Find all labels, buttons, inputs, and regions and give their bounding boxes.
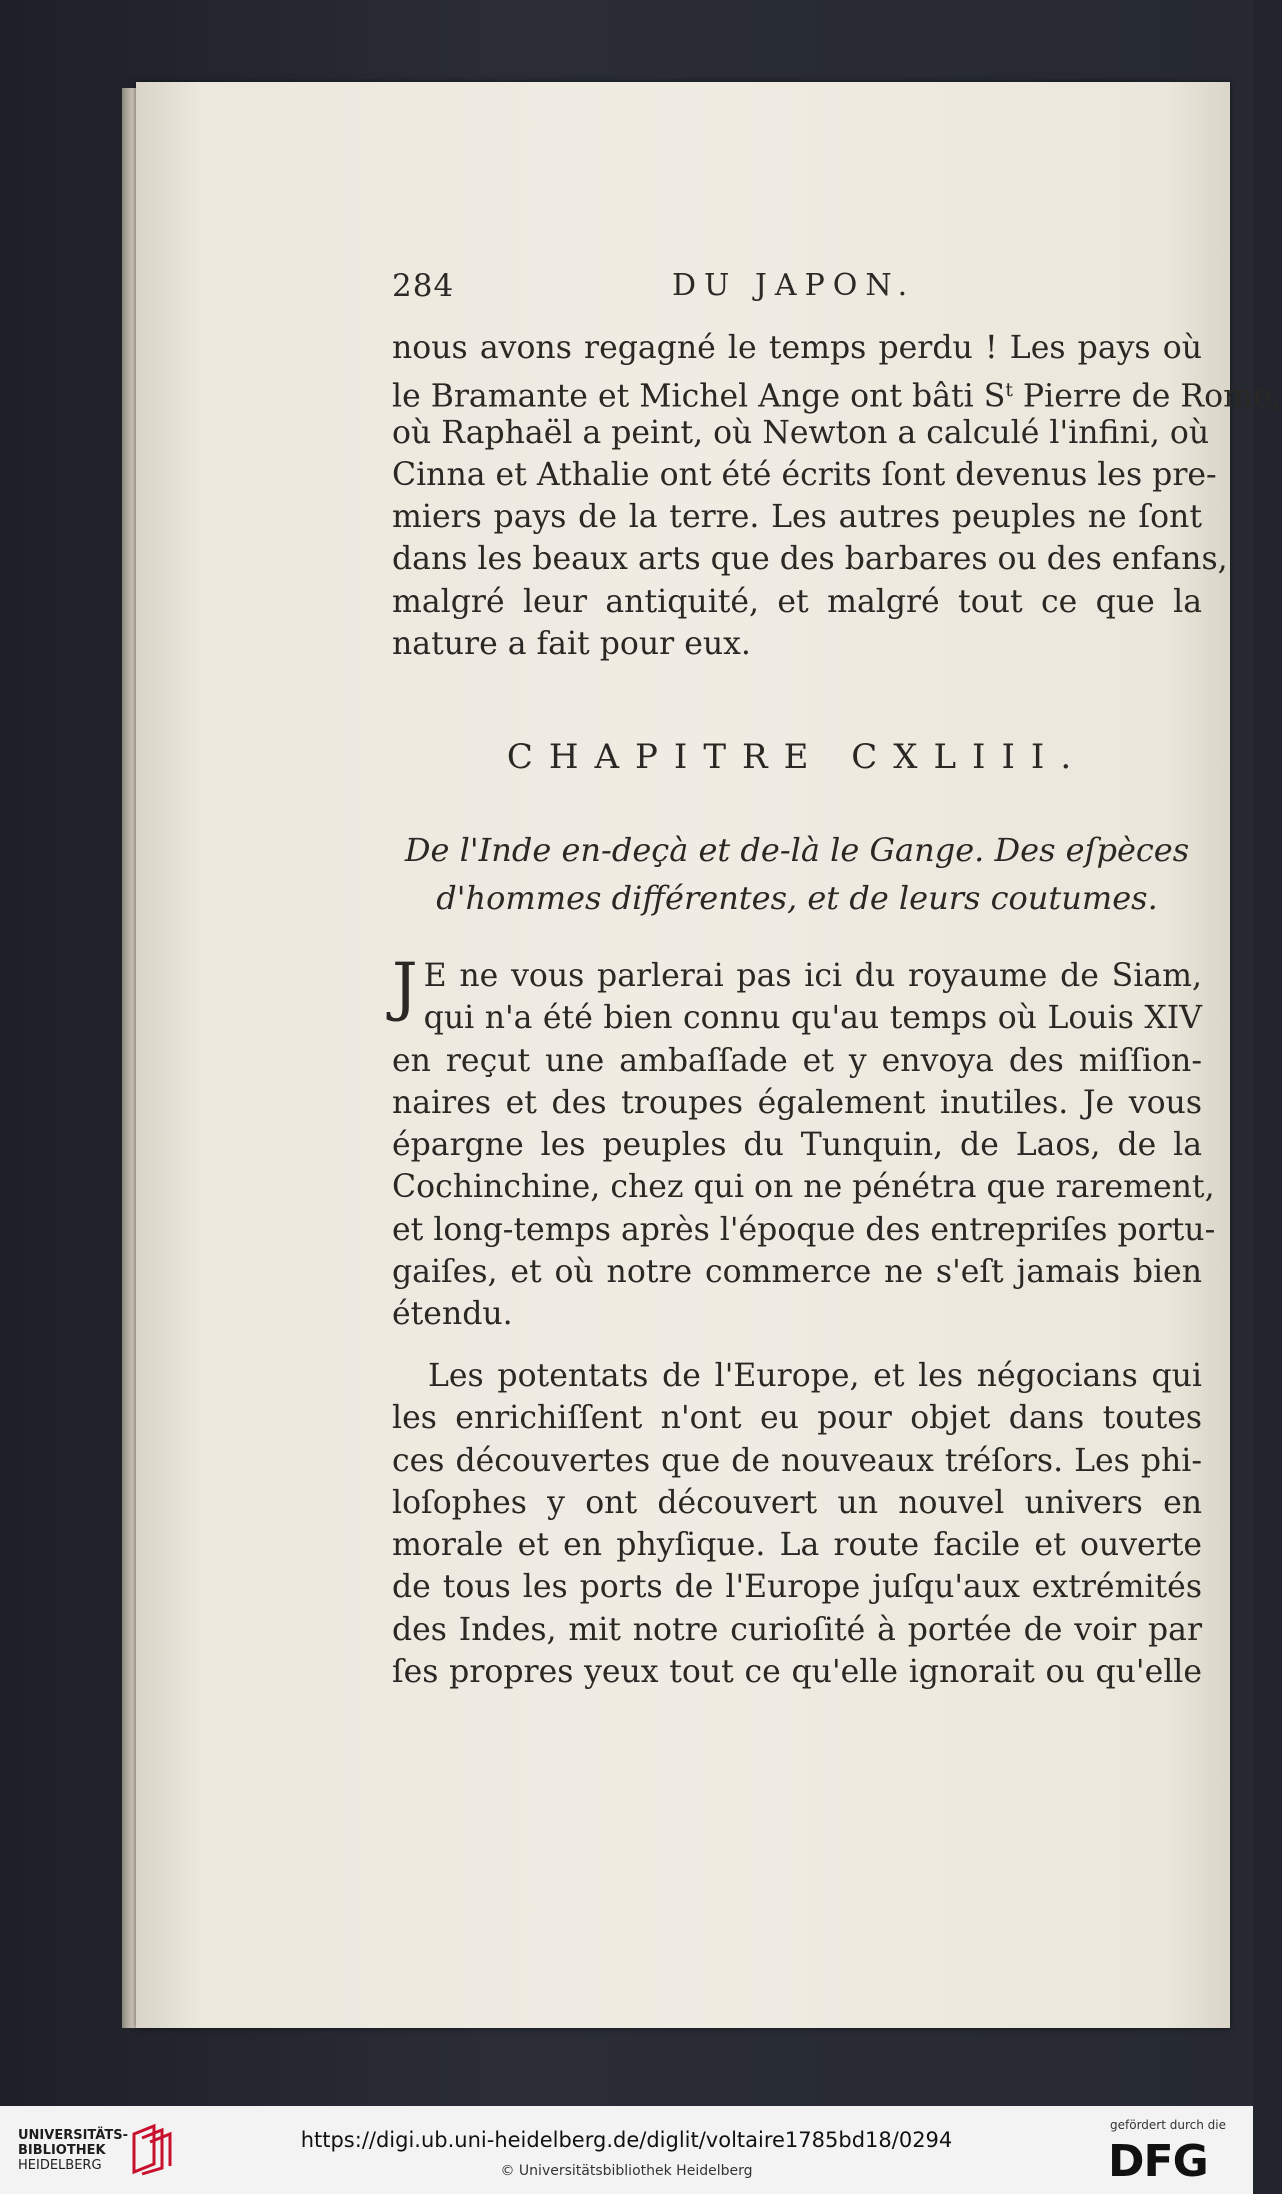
drop-cap: J [392,950,418,1024]
chapter-subtitle [392,826,1202,922]
chapter-heading: CHAPITRE CXLIII. [506,737,1088,777]
page-number: 284 [392,268,455,304]
text-line: dans les beaux arts que des barbares ou des enfans, [392,541,1228,578]
text-line: ces découvertes que de nouveaux tréſors. Les phi- [392,1442,1202,1479]
paragraph [392,1355,1202,1693]
running-head [392,268,1202,308]
text-line: morale et en phyſique. La route facile et ouverte [392,1527,1202,1564]
text-line: épargne les peuples du Tunquin, de Laos, de la [392,1127,1202,1164]
text-line: des Indes, mit notre curioſité à portée de voir par [392,1611,1202,1648]
text-line: Cochinchine, chez qui on ne pénétra que rarement, [392,1169,1215,1206]
running-title: DU JAPON. [672,268,916,303]
subtitle-line: De l'Inde en-deçà et de-là le Gange. Des eſpèces [404,831,1190,869]
text-line: les enrichiſſent n'ont eu pour objet dans toutes [392,1400,1202,1437]
text-line: nature a fait pour eux. [392,626,751,663]
text-line: étendu. [392,1296,513,1333]
text-line: de tous les ports de l'Europe juſqu'aux extrémités [392,1569,1202,1606]
funder-logo[interactable]: DFG [1108,2136,1208,2187]
paragraph-opening [392,950,1216,1336]
text-line: naires et des troupes également inutiles. Je vous [392,1084,1202,1121]
text-line: en reçut une ambaſſade et y envoya des miſſion- [392,1042,1202,1079]
text-line: et long-temps après l'époque des entrepriſes portu- [392,1211,1216,1248]
text-line: ſes propres yeux tout ce qu'elle ignorait ou qu'elle [392,1654,1202,1691]
text-line: E ne vous parlerai pas ici du royaume de Siam, [423,958,1202,994]
document-url-link[interactable]: https://digi.ub.uni-heidelberg.de/diglit/voltaire1785bd18/0294 [300,2128,953,2152]
text-line: loſophes y ont découvert un nouvel univers en [392,1484,1202,1521]
text-line: nous avons regagné le temps perdu ! Les pays où [392,330,1202,366]
text-line: Cinna et Athalie ont été écrits ſont devenus les pre- [392,456,1217,493]
text-line: gaiſes, et où notre commerce ne s'eſt jamais bien [392,1254,1202,1291]
text-line: miers pays de la terre. Les autres peuples ne ſont [392,499,1202,536]
text-line: qui n'a été bien connu qu'au temps où Louis XIV [423,1000,1202,1037]
text-line: Les potentats de l'Europe, et les négocians qui [428,1358,1202,1394]
text-line: malgré leur antiquité, et malgré tout ce que la [392,583,1202,620]
copyright-notice: © Universitätsbibliothek Heidelberg [500,2163,753,2179]
funding-note: gefördert durch die [1110,2118,1226,2132]
subtitle-line: d'hommes différentes, et de leurs coutumes. [436,879,1158,917]
text-line: où Raphaël a peint, où Newton a calculé l'infini, où [392,414,1210,451]
text-line: le Bramante et Michel Ange ont bâti $S^t$ Pierre de Rome, [392,378,1282,415]
paragraph-continuation [392,327,1282,665]
library-logo[interactable]: UNIVERSITÄTS- BIBLIOTHEK HEIDELBERG [18,2128,128,2173]
